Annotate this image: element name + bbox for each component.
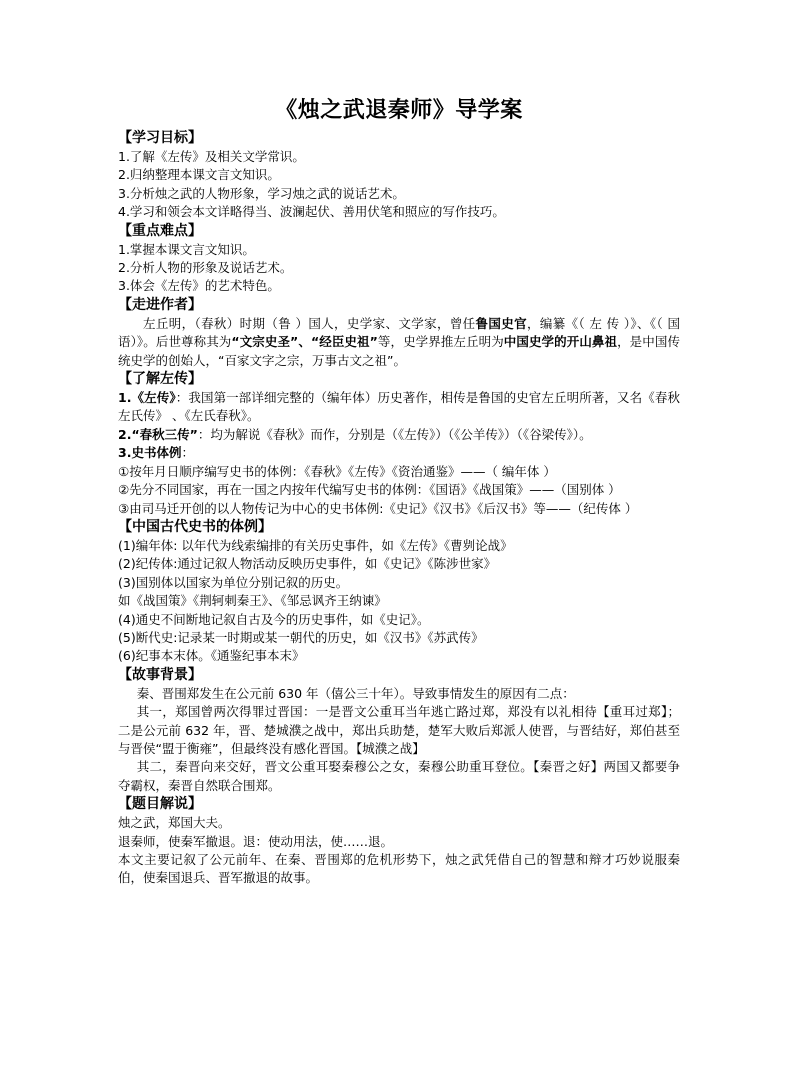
ancient-history-item: (4)通史不间断地记叙自古及今的历史事件，如《史记》。 <box>118 611 430 627</box>
author-bold: 中国史学的开山鼻祖 <box>503 334 618 350</box>
key-point-item: 1.掌握本课文言文知识。 <box>118 241 255 257</box>
background-paragraph: 其一，郑国曾两次得罪过晋国：一是晋文公重耳当年逃亡路过郑，郑没有以礼相待【重耳过郑】；二是公元前 632 年，晋、楚城濮之战中，郑出兵助楚，楚军大败后郑派人使晋，与晋结好，郑伯甚至与晋侯“盟于衡雍”，但最终没有感化晋国。【城濮之战】 <box>118 704 680 756</box>
author-paragraph <box>118 315 680 370</box>
goal-item: 1.了解《左传》及相关文学常识。 <box>118 149 305 164</box>
section-heading-ancient-history: 【中国古代史书的体例】 <box>118 518 272 535</box>
goal-item: 2.归纳整理本课文言文知识。 <box>118 167 280 183</box>
title-explanation-line: 本文主要记叙了公元前年、在秦、晋围郑的危机形势下，烛之武凭借自己的智慧和辩才巧妙说服秦伯，使秦国退兵、晋军撤退的故事。 <box>118 852 680 886</box>
ancient-history-item: (5)断代史:记录某一时期或某一朝代的历史，如《汉书》《苏武传》 <box>118 629 484 645</box>
author-text: ，编纂《（ 左 传 ）》、《（ 国语）》。后世尊称其为 <box>118 315 680 350</box>
key-point-item: 3.体会《左传》的艺术特色。 <box>118 278 280 294</box>
zuozhuan-item <box>118 444 680 462</box>
ancient-history-item: (3)国别体以国家为单位分别记叙的历史。 <box>118 574 349 590</box>
title-explanation-line: 烛之武，郑国大夫。 <box>118 815 231 831</box>
history-style-item: ②先分不同国家，再在一国之内按年代编写史书的体例：《国语》《战国策》——（国别体 ） <box>118 482 621 498</box>
goal-item: 3.分析烛之武的人物形象，学习烛之武的说话艺术。 <box>118 185 405 201</box>
history-style-item: ①按年月日顺序编写史书的体例：《春秋》《左传》《资治通鉴》——（ 编年体 ） <box>118 463 556 479</box>
author-text: 等，史学界推左丘明为 <box>377 334 504 350</box>
ancient-history-item: (1)编年体: 以年代为线索编排的有关历史事件，如《左传》《曹刿论战》 <box>118 537 513 553</box>
section-heading-goals: 【学习目标】 <box>118 130 202 146</box>
background-paragraph: 其二，秦晋向来交好，晋文公重耳娶秦穆公之女，秦穆公助重耳登位。【秦晋之好】两国又都要争夺霸权，秦晋自然联合围郑。 <box>118 759 680 793</box>
zuozhuan-text: ：均为解说《春秋》而作，分别是（《左传》）（《公羊传》）（《谷梁传》）。 <box>197 426 592 442</box>
ancient-history-item: (2)纪传体:通过记叙人物活动反映历史事件，如《史记》《陈涉世家》 <box>118 556 497 572</box>
background-paragraph: 秦、晋围郑发生在公元前 630 年（僖公三十年）。导致事情发生的原因有二点： <box>136 685 575 701</box>
page-title: 《烛之武退秦师》导学案 <box>275 98 523 123</box>
zuozhuan-text: ： <box>181 445 194 461</box>
author-text: 左丘明，（春秋）时期（鲁 ）国人，史学家、文学家，曾任 <box>143 315 476 331</box>
zuozhuan-item <box>118 426 680 444</box>
section-heading-author: 【走进作者】 <box>118 296 202 313</box>
zuozhuan-term: 1.《左传》 <box>118 390 176 406</box>
section-heading-zuozhuan: 【了解左传】 <box>118 371 202 388</box>
zuozhuan-term: 3.史书体例 <box>118 445 182 461</box>
zuozhuan-item <box>118 389 680 426</box>
ancient-history-item: (6)纪事本末体。《通鉴纪事本末》 <box>118 648 305 664</box>
history-style-item: ③由司马迁开创的以人物传记为中心的史书体例:《史记》《汉书》《后汉书》等——（纪传体 ） <box>118 500 638 516</box>
ancient-history-item: 如《战国策》《荆轲刺秦王》、《邹忌讽齐王纳谏》 <box>118 593 387 609</box>
document-page <box>118 96 680 888</box>
zuozhuan-term: 2.“春秋三传” <box>118 426 198 442</box>
author-text: ，是中国传统史学的创始人，“百家文字之宗，万事古文之祖”。 <box>118 334 680 368</box>
goal-item: 4.学习和领会本文详略得当、波澜起伏、善用伏笔和照应的写作技巧。 <box>118 204 505 220</box>
author-bold: “文宗史圣”、“经臣史祖” <box>231 334 378 350</box>
author-bold: 鲁国史官 <box>475 315 528 331</box>
section-heading-key-points: 【重点难点】 <box>118 222 202 239</box>
section-heading-background: 【故事背景】 <box>118 666 202 683</box>
title-explanation-line: 退秦师，使秦军撤退。退：使动用法，使……退。 <box>118 833 394 849</box>
section-heading-title-explanation: 【题目解说】 <box>118 796 202 813</box>
key-point-item: 2.分析人物的形象及说话艺术。 <box>118 260 293 276</box>
zuozhuan-text: ：我国第一部详细完整的（编年体）历史著作，相传是鲁国的史官左丘明所著，又名《春秋左氏传》 、《左氏春秋》。 <box>118 390 680 424</box>
